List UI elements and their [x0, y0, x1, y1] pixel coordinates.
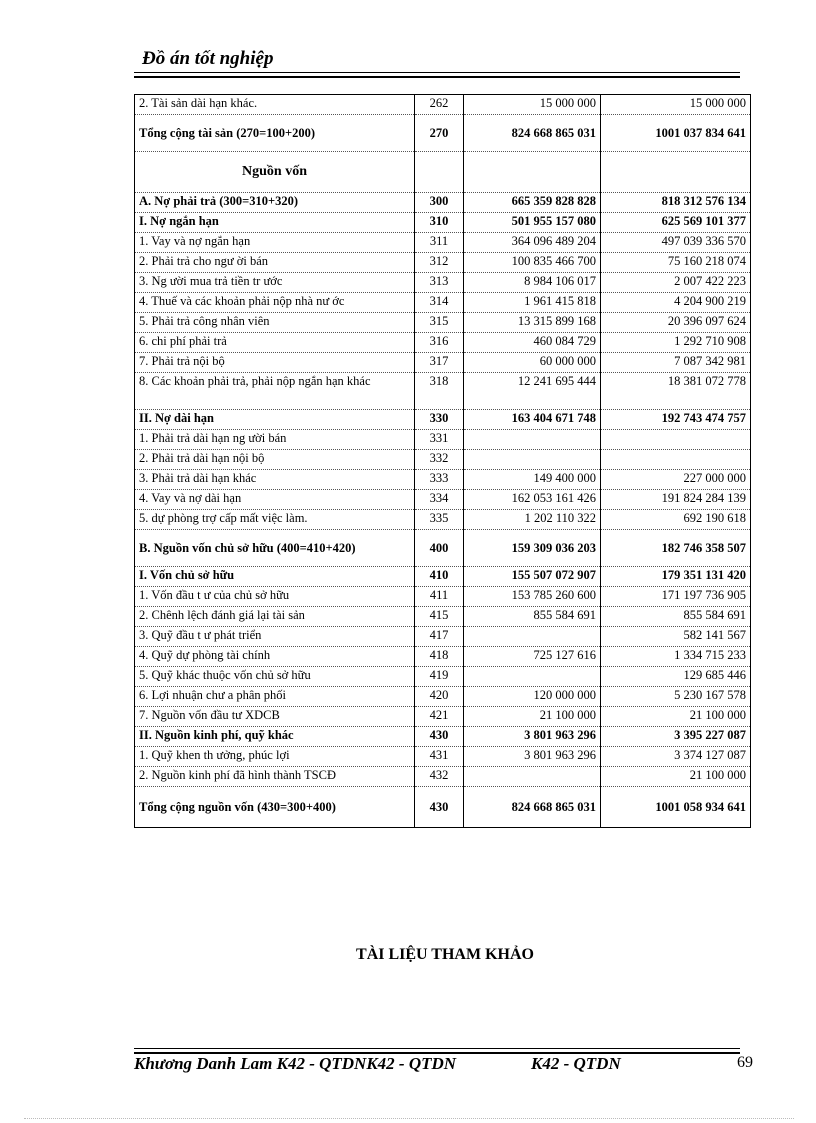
table-row: [135, 667, 751, 687]
row-value-start: 163 404 671 748: [464, 410, 601, 430]
row-value-end: 129 685 446: [601, 667, 751, 687]
row-code: 310: [415, 213, 464, 233]
row-code: 330: [415, 410, 464, 430]
table-row: [135, 530, 751, 567]
table-row: [135, 115, 751, 152]
row-label: 7. Phải trả nội bộ: [135, 353, 415, 373]
row-value-start: 100 835 466 700: [464, 253, 601, 273]
table-row: [135, 510, 751, 530]
row-value-end: [601, 450, 751, 470]
row-code: 430: [415, 787, 464, 828]
row-label: Tổng cộng nguồn vốn (430=300+400): [135, 787, 415, 828]
row-code: 313: [415, 273, 464, 293]
header-rule-thin: [134, 72, 740, 73]
row-value-start: [464, 767, 601, 787]
table-row: [135, 152, 751, 193]
document-header-title: Đồ án tốt nghiệp: [142, 48, 274, 69]
table-row: [135, 410, 751, 430]
row-value-start: 364 096 489 204: [464, 233, 601, 253]
row-value-start: 21 100 000: [464, 707, 601, 727]
row-value-end: [601, 152, 751, 193]
row-value-end: 692 190 618: [601, 510, 751, 530]
table-row: [135, 253, 751, 273]
row-code: 316: [415, 333, 464, 353]
row-value-start: [464, 152, 601, 193]
row-label: 4. Vay và nợ dài hạn: [135, 490, 415, 510]
table-row: [135, 607, 751, 627]
row-value-start: [464, 430, 601, 450]
row-value-end: 1001 058 934 641: [601, 787, 751, 828]
row-code: 419: [415, 667, 464, 687]
row-code: 432: [415, 767, 464, 787]
row-value-end: 1001 037 834 641: [601, 115, 751, 152]
footer-class: K42 - QTDN: [531, 1054, 621, 1073]
page-number: 69: [737, 1054, 753, 1071]
row-code: 318: [415, 373, 464, 410]
row-label: 7. Nguồn vốn đầu tư XDCB: [135, 707, 415, 727]
row-label: 2. Phải trả dài hạn nội bộ: [135, 450, 415, 470]
row-label: I. Nợ ngắn hạn: [135, 213, 415, 233]
row-value-start: 15 000 000: [464, 95, 601, 115]
row-code: 417: [415, 627, 464, 647]
row-value-end: 15 000 000: [601, 95, 751, 115]
table-row: [135, 373, 751, 410]
row-value-end: 4 204 900 219: [601, 293, 751, 313]
row-value-end: 179 351 131 420: [601, 567, 751, 587]
row-value-start: 1 961 415 818: [464, 293, 601, 313]
row-label: 3. Phải trả dài hạn khác: [135, 470, 415, 490]
row-value-start: 60 000 000: [464, 353, 601, 373]
balance-sheet-table: [134, 94, 751, 828]
row-value-start: 855 584 691: [464, 607, 601, 627]
row-label: 5. Phải trả công nhân viên: [135, 313, 415, 333]
row-value-start: 3 801 963 296: [464, 747, 601, 767]
row-value-end: 625 569 101 377: [601, 213, 751, 233]
row-value-end: 171 197 736 905: [601, 587, 751, 607]
footer-author: Khương Danh Lam K42 - QTDNK42 - QTDN: [134, 1054, 457, 1073]
row-label: 8. Các khoản phải trả, phải nộp ngắn hạn khác: [135, 373, 415, 410]
row-label: Nguồn vốn: [135, 152, 415, 193]
row-value-end: [601, 430, 751, 450]
row-label: 1. Quỹ khen th ưởng, phúc lợi: [135, 747, 415, 767]
table-row: [135, 767, 751, 787]
row-code: 411: [415, 587, 464, 607]
row-value-start: 8 984 106 017: [464, 273, 601, 293]
row-label: 4. Quỹ dự phòng tài chính: [135, 647, 415, 667]
row-label: 1. Vay và nợ ngắn hạn: [135, 233, 415, 253]
row-label: 6. Lợi nhuận chư a phân phối: [135, 687, 415, 707]
row-value-start: 162 053 161 426: [464, 490, 601, 510]
row-label: II. Nguồn kinh phí, quỹ khác: [135, 727, 415, 747]
row-value-end: 1 292 710 908: [601, 333, 751, 353]
row-code: 431: [415, 747, 464, 767]
row-value-start: 501 955 157 080: [464, 213, 601, 233]
row-value-end: 2 007 422 223: [601, 273, 751, 293]
row-code: 335: [415, 510, 464, 530]
table-row: [135, 647, 751, 667]
row-label: 5. Quỹ khác thuộc vốn chủ sở hữu: [135, 667, 415, 687]
row-code: 400: [415, 530, 464, 567]
row-value-start: 13 315 899 168: [464, 313, 601, 333]
row-value-start: 12 241 695 444: [464, 373, 601, 410]
table-row: [135, 567, 751, 587]
row-value-end: 5 230 167 578: [601, 687, 751, 707]
table-row: [135, 430, 751, 450]
row-label: 1. Phải trả dài hạn ng ười bán: [135, 430, 415, 450]
table-row: [135, 450, 751, 470]
row-code: 410: [415, 567, 464, 587]
row-value-start: 149 400 000: [464, 470, 601, 490]
row-value-start: 3 801 963 296: [464, 727, 601, 747]
row-value-end: 497 039 336 570: [601, 233, 751, 253]
table-row: [135, 233, 751, 253]
row-value-start: [464, 450, 601, 470]
row-label: 2. Chênh lệch đánh giá lại tài sản: [135, 607, 415, 627]
row-code: 420: [415, 687, 464, 707]
row-value-end: 1 334 715 233: [601, 647, 751, 667]
row-code: 415: [415, 607, 464, 627]
table-row: [135, 627, 751, 647]
row-value-end: 227 000 000: [601, 470, 751, 490]
table-row: [135, 95, 751, 115]
table-row: [135, 470, 751, 490]
row-value-end: 21 100 000: [601, 767, 751, 787]
row-value-start: 153 785 260 600: [464, 587, 601, 607]
table-row: [135, 213, 751, 233]
row-value-start: 725 127 616: [464, 647, 601, 667]
row-value-start: 1 202 110 322: [464, 510, 601, 530]
row-value-end: 3 395 227 087: [601, 727, 751, 747]
references-heading: TÀI LIỆU THAM KHẢO: [356, 946, 534, 963]
row-label: 2. Phải trả cho ngư ời bán: [135, 253, 415, 273]
table-row: [135, 293, 751, 313]
row-code: 332: [415, 450, 464, 470]
row-value-end: 3 374 127 087: [601, 747, 751, 767]
row-code: 421: [415, 707, 464, 727]
row-label: B. Nguồn vốn chủ sở hữu (400=410+420): [135, 530, 415, 567]
row-value-start: [464, 627, 601, 647]
page-bottom-divider: [24, 1118, 794, 1119]
table-row: [135, 193, 751, 213]
row-label: Tổng cộng tài sản (270=100+200): [135, 115, 415, 152]
row-label: A. Nợ phải trả (300=310+320): [135, 193, 415, 213]
table-row: [135, 687, 751, 707]
row-label: 3. Quỹ đầu t ư phát triển: [135, 627, 415, 647]
row-value-end: 818 312 576 134: [601, 193, 751, 213]
row-value-start: 824 668 865 031: [464, 787, 601, 828]
table-row: [135, 333, 751, 353]
row-value-start: 159 309 036 203: [464, 530, 601, 567]
row-label: 3. Ng ười mua trả tiền tr ước: [135, 273, 415, 293]
row-code: 300: [415, 193, 464, 213]
row-label: 2. Tài sản dài hạn khác.: [135, 95, 415, 115]
table-row: [135, 727, 751, 747]
row-label: 4. Thuế và các khoản phải nộp nhà nư ớc: [135, 293, 415, 313]
table-row: [135, 787, 751, 828]
table-row: [135, 747, 751, 767]
row-code: 311: [415, 233, 464, 253]
row-value-start: 155 507 072 907: [464, 567, 601, 587]
row-code: 418: [415, 647, 464, 667]
table-row: [135, 490, 751, 510]
table-row: [135, 313, 751, 333]
row-code: 334: [415, 490, 464, 510]
row-value-start: 665 359 828 828: [464, 193, 601, 213]
row-value-end: 191 824 284 139: [601, 490, 751, 510]
row-value-end: 192 743 474 757: [601, 410, 751, 430]
footer-rule-thin: [134, 1048, 740, 1049]
row-code: 315: [415, 313, 464, 333]
row-code: 333: [415, 470, 464, 490]
row-value-end: 182 746 358 507: [601, 530, 751, 567]
row-value-end: 75 160 218 074: [601, 253, 751, 273]
header-rule-thick: [134, 76, 740, 78]
row-code: 317: [415, 353, 464, 373]
row-code: [415, 152, 464, 193]
row-value-end: 582 141 567: [601, 627, 751, 647]
row-label: 5. dự phòng trợ cấp mất việc làm.: [135, 510, 415, 530]
table-row: [135, 353, 751, 373]
row-value-start: 824 668 865 031: [464, 115, 601, 152]
row-value-start: [464, 667, 601, 687]
row-code: 430: [415, 727, 464, 747]
row-code: 262: [415, 95, 464, 115]
row-code: 312: [415, 253, 464, 273]
row-value-end: 20 396 097 624: [601, 313, 751, 333]
table-row: [135, 707, 751, 727]
table-row: [135, 587, 751, 607]
row-code: 314: [415, 293, 464, 313]
row-value-end: 18 381 072 778: [601, 373, 751, 410]
row-value-start: 120 000 000: [464, 687, 601, 707]
table-row: [135, 273, 751, 293]
row-code: 331: [415, 430, 464, 450]
row-label: 6. chi phí phải trả: [135, 333, 415, 353]
row-label: 1. Vốn đầu t ư của chủ sở hữu: [135, 587, 415, 607]
row-value-end: 7 087 342 981: [601, 353, 751, 373]
row-value-start: 460 084 729: [464, 333, 601, 353]
row-label: II. Nợ dài hạn: [135, 410, 415, 430]
row-label: I. Vốn chủ sở hữu: [135, 567, 415, 587]
row-value-end: 21 100 000: [601, 707, 751, 727]
row-value-end: 855 584 691: [601, 607, 751, 627]
row-label: 2. Nguồn kinh phí đã hình thành TSCĐ: [135, 767, 415, 787]
row-code: 270: [415, 115, 464, 152]
